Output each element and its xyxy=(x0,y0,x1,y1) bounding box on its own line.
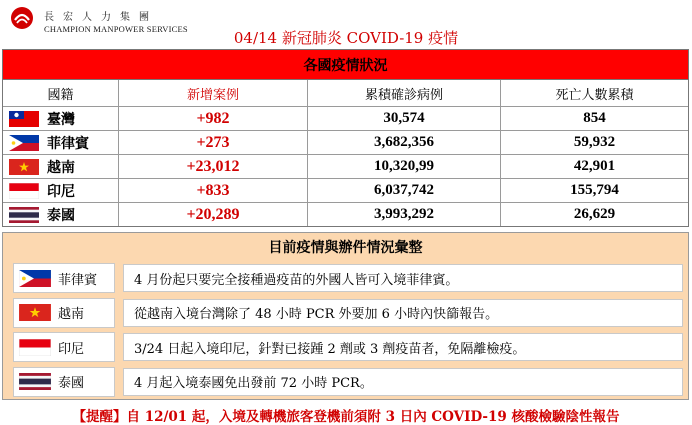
death-count: 155,794 xyxy=(570,182,619,198)
new-cases: +20,289 xyxy=(186,205,240,223)
brand-name-en: CHAMPION MANPOWER SERVICES xyxy=(44,24,188,34)
country-name: 印尼 xyxy=(47,183,75,200)
death-count: 26,629 xyxy=(573,206,616,222)
country-status-table xyxy=(2,49,689,227)
new-cases: +273 xyxy=(196,133,230,151)
policy-note: 3/24 日起入境印尼，針對已接踵 2 劑或 3 劑疫苗者，免隔離檢疫。 xyxy=(123,333,683,361)
table-row xyxy=(3,155,688,179)
taiwan-flag-icon xyxy=(9,111,39,127)
table-row xyxy=(3,131,688,155)
list-item xyxy=(3,330,688,365)
vietnam-flag-icon xyxy=(19,304,51,321)
table-row xyxy=(3,107,688,131)
total-cases: 3,682,356 xyxy=(374,134,434,150)
country-name: 越南 xyxy=(58,307,85,323)
policy-note: 從越南入境台灣除了 48 小時 PCR 外要加 6 小時內快篩報告。 xyxy=(123,299,683,327)
list-item xyxy=(3,261,688,296)
total-cases: 6,037,742 xyxy=(374,182,434,198)
policy-summary-section xyxy=(2,232,689,400)
policy-note: 4 月起入境泰國免出發前 72 小時 PCR。 xyxy=(123,368,683,396)
thailand-flag-icon xyxy=(9,207,39,223)
philippines-flag-icon xyxy=(19,270,51,287)
country-name: 越南 xyxy=(47,159,75,176)
column-header-total-cases: 累積確診病例 xyxy=(308,80,501,106)
section-header: 目前疫情與辦件情況彙整 xyxy=(268,240,423,256)
list-item xyxy=(3,296,688,331)
column-header-row xyxy=(3,80,688,107)
country-name: 臺灣 xyxy=(47,111,75,128)
brand-name-zh: 長宏人力集團 xyxy=(44,12,158,23)
new-cases: +833 xyxy=(196,181,230,199)
reminder-note: 【提醒】自 12/01 起，入境及轉機旅客登機前須附 3 日內 COVID-19 核酸檢驗陰性報告 xyxy=(72,409,620,425)
total-cases: 10,320,99 xyxy=(374,158,434,174)
column-header-deaths: 死亡人數累積 xyxy=(555,87,634,103)
country-name: 菲律賓 xyxy=(47,135,89,152)
total-cases: 3,993,292 xyxy=(374,206,434,222)
table-row xyxy=(3,179,688,203)
table-row xyxy=(3,203,688,226)
country-name: 泰國 xyxy=(47,207,75,224)
page-title: 04/14 新冠肺炎 COVID-19 疫情 xyxy=(233,29,459,47)
thailand-flag-icon xyxy=(19,373,51,390)
country-name: 泰國 xyxy=(58,376,85,392)
death-count: 59,932 xyxy=(573,134,616,150)
country-name: 菲律賓 xyxy=(58,272,98,288)
column-header-new-cases: 新增案例 xyxy=(119,80,308,106)
new-cases: +982 xyxy=(196,109,230,127)
country-name: 印尼 xyxy=(58,341,85,357)
indonesia-flag-icon xyxy=(19,339,51,356)
list-item xyxy=(3,365,688,400)
indonesia-flag-icon xyxy=(9,183,39,199)
column-header-country: 國籍 xyxy=(3,80,119,106)
total-cases: 30,574 xyxy=(383,110,425,126)
death-count: 42,901 xyxy=(573,158,616,174)
death-count: 854 xyxy=(583,110,606,126)
vietnam-flag-icon xyxy=(9,159,39,175)
policy-note: 4 月份起只要完全接種過疫苗的外國人皆可入境菲律賓。 xyxy=(123,264,683,292)
table-header: 各國疫情狀況 xyxy=(3,50,688,80)
philippines-flag-icon xyxy=(9,135,39,151)
new-cases: +23,012 xyxy=(186,157,240,175)
